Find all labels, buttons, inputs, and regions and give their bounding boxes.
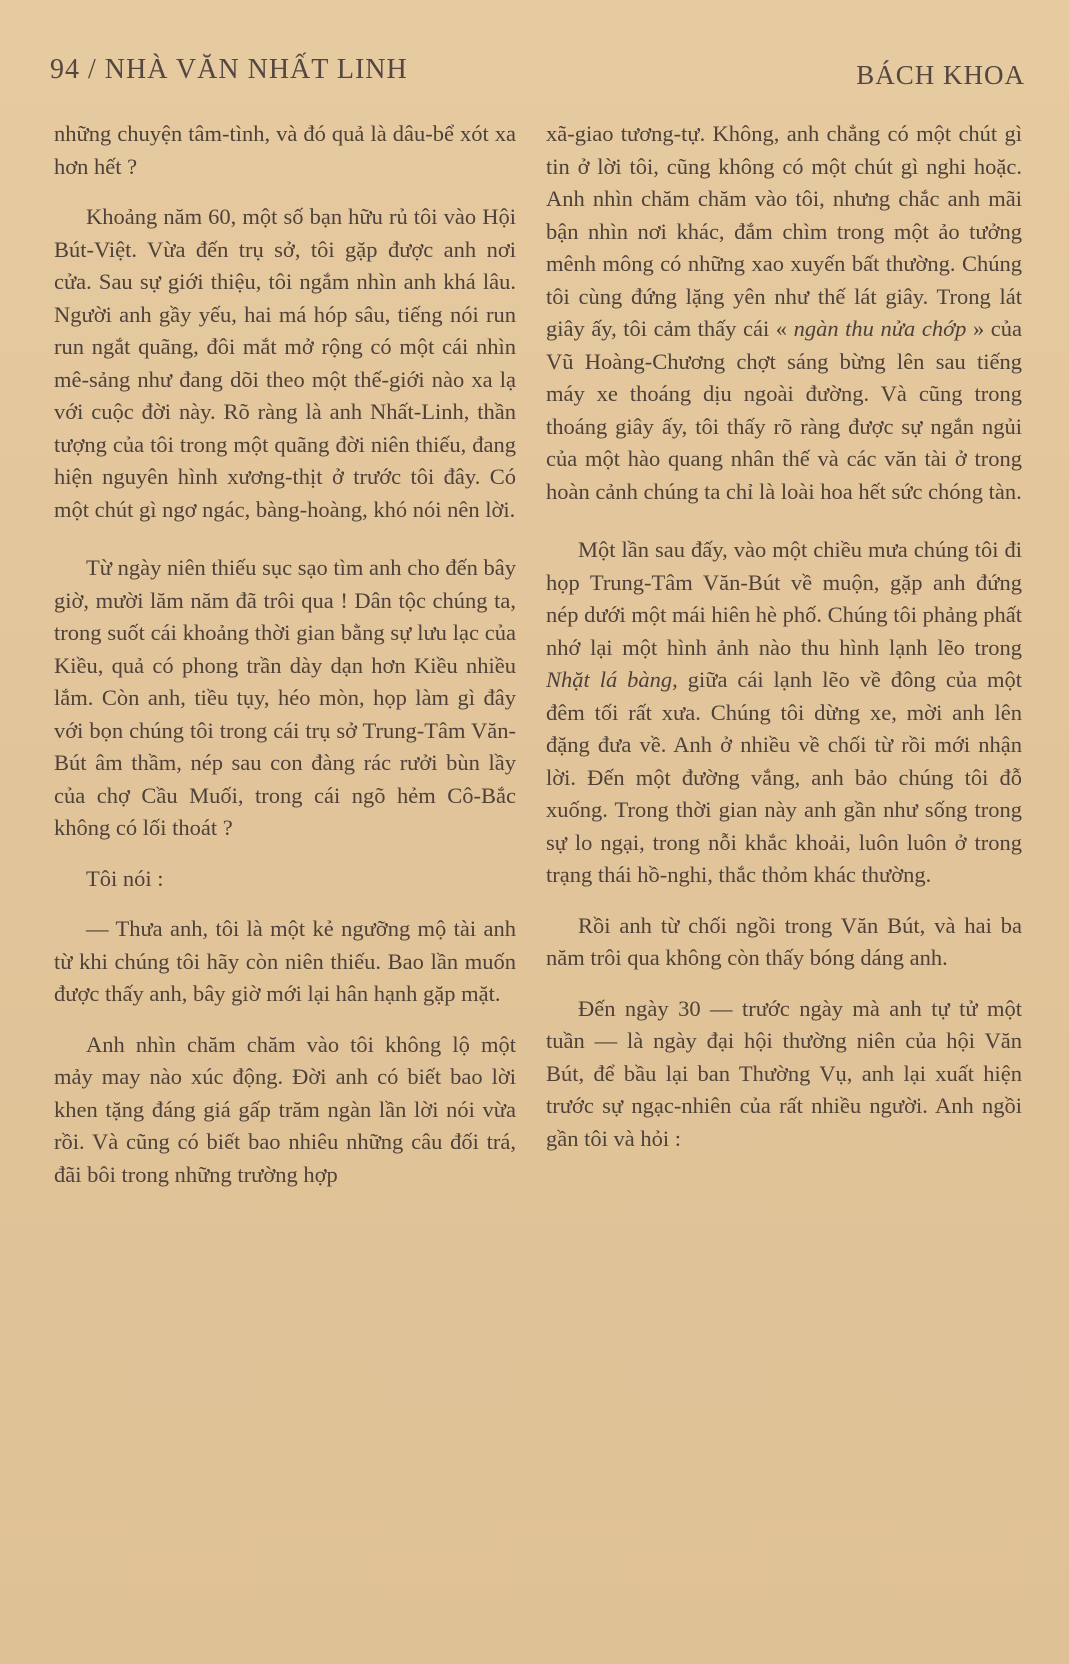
quoted-phrase: ngàn thu nửa chớp bbox=[787, 316, 973, 341]
right-column bbox=[546, 118, 1022, 1155]
page-header bbox=[50, 48, 1025, 92]
paragraph-text: » của Vũ Hoàng-Chương chợt sáng bừng lên sau tiếng máy xe thoáng dịu ngoài đường. Và cũng trong thoáng giây ấy, tôi thấy rõ ràng được sự ngắn ngủi của một hào quang nhân thế và các văn tài ở trong hoàn cảnh chúng ta chỉ là loài hoa hết sức chóng tàn. bbox=[546, 316, 1022, 504]
running-title-left: 94 / NHÀ VĂN NHẤT LINH bbox=[50, 54, 408, 85]
running-title-right: BÁCH KHOA bbox=[856, 60, 1025, 90]
book-title: Nhặt lá bàng, bbox=[546, 667, 678, 692]
paragraph: Từ ngày niên thiếu sục sạo tìm anh cho đến bây giờ, mười lăm năm đã trôi qua ! Dân tộc chúng ta, trong suốt cái khoảng thời gian bằng sự lưu lạc của Kiều, quả có phong trần dày dạn hơn Kiều nhiều lắm. Còn anh, tiều tụy, héo mòn, họp làm gì đây với bọn chúng tôi trong cái trụ sở Trung-Tâm Văn-Bút âm thầm, nép sau con đàng rác rưởi bùn lầy của chợ Cầu Muối, trong cái ngõ hẻm Cô-Bắc không có lối thoát ? bbox=[54, 555, 516, 840]
paragraph: Đến ngày 30 — trước ngày mà anh tự tử một tuần — là ngày đại hội thường niên của hội Văn Bút, để bầu lại ban Thường Vụ, anh lại xuất hiện trước sự ngạc-nhiên của rất nhiều người. Anh ngồi gần tôi và hỏi : bbox=[546, 995, 1022, 1151]
left-column bbox=[54, 118, 516, 1191]
paragraph: Rồi anh từ chối ngồi trong Văn Bút, và hai ba năm trôi qua không còn thấy bóng dáng anh. bbox=[546, 912, 1022, 970]
paragraph bbox=[546, 118, 1022, 508]
paragraph-text: giữa cái lạnh lẽo về đông của một đêm tối rất xưa. Chúng tôi dừng xe, mời anh lên đặng đưa về. Anh ở nhiều về chối từ rồi mới nhận lời. Đến một đường vắng, anh bảo chúng tôi đỗ xuống. Trong thời gian này anh gần như sống trong sự lo ngại, trong nỗi khắc khoải, luôn luôn ở trong trạng thái hồ-nghi, thắc thỏm khác thường. bbox=[546, 667, 1022, 887]
paragraph bbox=[546, 534, 1022, 892]
paragraph: — Thưa anh, tôi là một kẻ ngưỡng mộ tài anh từ khi chúng tôi hãy còn niên thiếu. Bao lần muốn được thấy anh, bây giờ mới lại hân hạnh gặp mặt. bbox=[54, 916, 516, 1006]
paragraph: Tôi nói : bbox=[86, 865, 164, 891]
paragraph-text: xã-giao tương-tự. Không, anh chẳng có một chút gì tin ở lời tôi, cũng không có một chút gì nghi hoặc. Anh nhìn chăm chăm vào tôi, nhưng chắc anh mãi bận nhìn nơi khác, đắm chìm trong một ảo tưởng mênh mông có những xao xuyến bất thường. Chúng tôi cùng đứng lặng yên như thế lát giây. Trong lát giây ấy, tôi cảm thấy cái « bbox=[546, 121, 1022, 341]
paragraph: Anh nhìn chăm chăm vào tôi không lộ một mảy may nào xúc động. Đời anh có biết bao lời khen tặng đáng giá gấp trăm ngàn lần lời nói vừa rồi. Và cũng có biết bao nhiêu những câu đối trá, đãi bôi trong những trường hợp bbox=[54, 1031, 516, 1187]
paragraph: những chuyện tâm-tình, và đó quả là dâu-bể xót xa hơn hết ? bbox=[54, 121, 516, 179]
paragraph: Khoảng năm 60, một số bạn hữu rủ tôi vào Hội Bút-Việt. Vừa đến trụ sở, tôi gặp được anh nơi cửa. Sau sự giới thiệu, tôi ngắm nhìn anh khá lâu. Người anh gầy yếu, hai má hóp sâu, tiếng nói run run ngắt quãng, đôi mắt mở rộng có một cái nhìn mê-sảng như đang dõi theo một thế-giới nào xa lạ với cuộc đời này. Rõ ràng là anh Nhất-Linh, thần tượng của tôi trong một quãng đời niên thiếu, đang hiện nguyên hình xương-thịt ở trước tôi đây. Có một chút gì ngơ ngác, bàng-hoàng, khó nói nên lời. bbox=[54, 204, 516, 522]
paragraph-text: Một lần sau đấy, vào một chiều mưa chúng tôi đi họp Trung-Tâm Văn-Bút về muộn, gặp anh đứng nép dưới một mái hiên hè phố. Chúng tôi phảng phất nhớ lại một hình ảnh nào thu hình lạnh lẽo trong bbox=[546, 537, 1022, 660]
